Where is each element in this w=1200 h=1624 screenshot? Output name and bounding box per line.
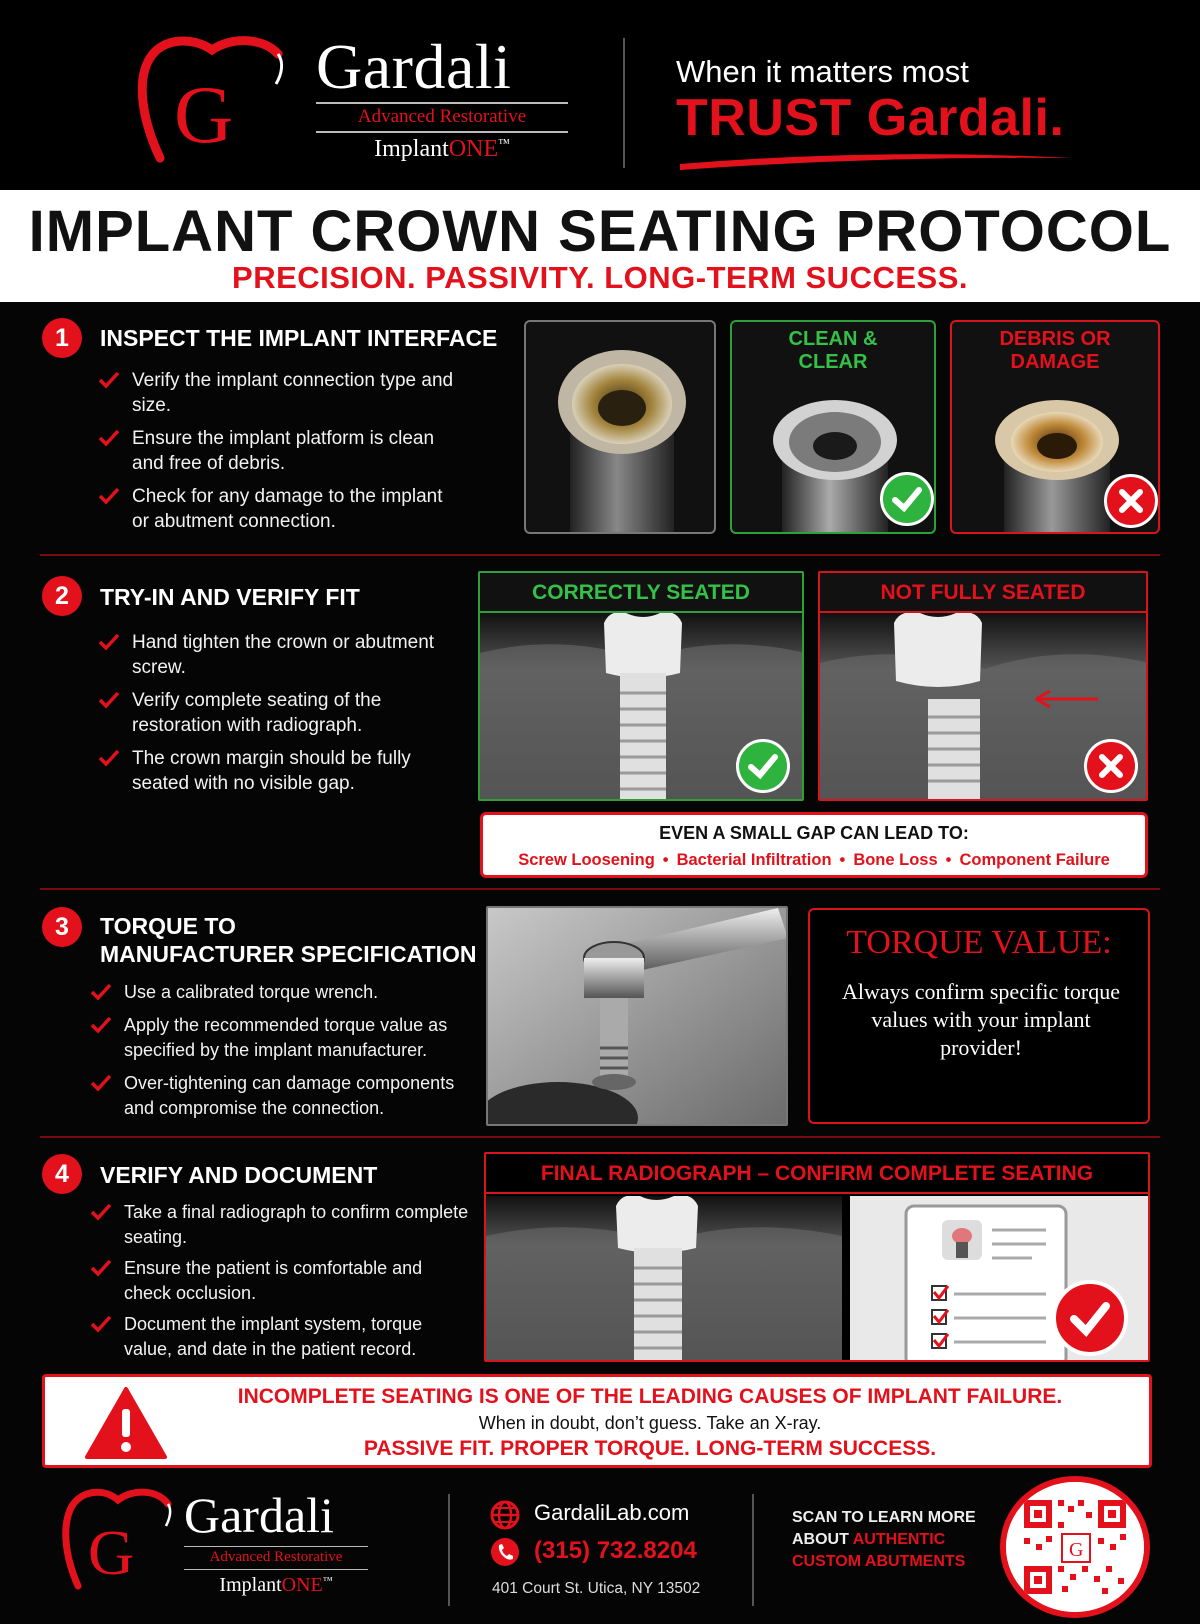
step-title: INSPECT THE IMPLANT INTERFACE [100,325,498,351]
section-divider [40,888,1160,890]
check-icon [98,748,120,768]
list-item: Use a calibrated torque wrench. [90,980,478,1005]
step-number: 2 [42,576,82,616]
implant-illustration [526,322,716,534]
final-radiograph-label: FINAL RADIOGRAPH – CONFIRM COMPLETE SEATING [486,1154,1148,1194]
xray-illustration [486,1196,842,1362]
list-item: Apply the recommended torque value as specified by the implant manufacturer. [90,1013,478,1063]
list-item: The crown margin should be fully seated with no visible gap. [98,746,458,796]
scan-prompt: SCAN TO LEARN MORE ABOUT AUTHENTIC CUSTOM ABUTMENTS [792,1509,976,1570]
tagline-line1: When it matters most [676,54,969,89]
incorrect-label: NOT FULLY SEATED [820,573,1146,613]
phone-link[interactable]: (315) 732.8204 [534,1537,697,1564]
step-title: VERIFY AND DOCUMENT [100,1162,378,1188]
check-icon [883,475,931,523]
warning-advice: When in doubt, don’t guess. Take an X-ray. [478,1413,822,1433]
torque-wrench-photo [486,906,788,1126]
tooth-logo-icon [58,1484,176,1594]
check-icon [90,1258,112,1278]
check-icon [90,1073,112,1093]
warning-headline: INCOMPLETE SEATING IS ONE OF THE LEADING CAUSES OF IMPLANT FAILURE. [237,1385,1063,1408]
torque-value-title: TORQUE VALUE: [846,924,1112,961]
torque-value-box [808,908,1150,1124]
torque-wrench-illustration [488,908,788,1126]
debris-label: DEBRIS OR DAMAGE [999,328,1111,373]
correct-label: CORRECTLY SEATED [480,573,802,613]
brand-name: Gardali [316,31,512,102]
tagline-line2: TRUST Gardali. [676,89,1065,147]
footer-brand-product: ImplantONE™ [219,1574,333,1596]
svg-text:G: G [88,1517,135,1588]
torque-value-note: Always confirm specific torque values with your implant provider! [842,979,1120,1060]
brand-rule [316,102,568,104]
step-checklist [90,1200,470,1368]
step-title: TRY-IN AND VERIFY FIT [100,584,360,610]
qr-code-pattern [1006,1482,1144,1612]
list-item: Verify the implant connection type and size. [98,368,458,418]
svg-text:G: G [174,69,234,160]
brand-product: ImplantONE™ [374,136,510,162]
check-icon [98,690,120,710]
list-item: Bone Loss [853,851,938,869]
list-item: Hand tighten the crown or abutment screw. [98,630,458,680]
implant-photo [524,320,716,534]
not-seated-xray [818,571,1148,801]
check-icon [98,428,120,448]
check-icon [90,1015,112,1035]
check-icon [90,1314,112,1334]
step-checklist [98,630,458,804]
final-radiograph-panel [484,1152,1150,1362]
patient-record-illustration [850,1196,1150,1362]
check-icon [98,370,120,390]
list-item: Screw Loosening [518,851,655,869]
footer-divider [752,1494,754,1606]
check-icon [98,632,120,652]
correctly-seated-xray [478,571,804,801]
gap-consequences: Screw Loosening • Bacterial Infiltration • Bone Loss • Component Failure [518,851,1110,869]
list-item: Ensure the implant platform is clean and free of debris. [98,426,458,476]
check-icon [1056,1284,1124,1352]
list-item: Component Failure [959,851,1110,869]
check-icon [739,742,787,790]
page-subtitle: PRECISION. PASSIVITY. LONG-TERM SUCCESS. [232,260,968,295]
svg-text:G: G [1069,1539,1084,1561]
tooth-logo-icon [132,30,292,170]
clean-implant-photo [730,320,936,534]
step-number: 3 [42,907,82,947]
phone-icon [490,1537,520,1567]
damaged-implant-photo [950,320,1160,534]
check-badge [880,472,934,526]
x-icon [1087,742,1135,790]
x-icon [1107,477,1155,525]
brand-subtitle: Advanced Restorative [357,106,527,127]
address: 401 Court St. Utica, NY 13502 [492,1580,701,1597]
brand-rule [316,131,568,133]
qr-code-icon[interactable] [1000,1476,1150,1618]
list-item: Check for any damage to the implant or abutment connection. [98,484,458,534]
list-item: Document the implant system, torque value, and date in the patient record. [90,1312,470,1362]
page-title: IMPLANT CROWN SEATING PROTOCOL [28,199,1172,264]
step-number: 4 [42,1154,82,1194]
check-icon [98,486,120,506]
step-checklist [90,980,478,1129]
swoosh-underline [676,150,1076,172]
warning-slogan: PASSIVE FIT. PROPER TORQUE. LONG-TERM SUCCESS. [363,1437,937,1460]
check-badge [1052,1280,1128,1356]
list-item: Bacterial Infiltration [676,851,832,869]
section-divider [40,554,1160,556]
gap-warning-box [480,812,1148,878]
globe-icon [490,1500,520,1530]
footer-brand-subtitle: Advanced Restorative [209,1549,343,1565]
x-badge [1104,474,1158,528]
failure-warning-box [42,1374,1152,1468]
website-link[interactable]: GardaliLab.com [534,1500,690,1525]
clean-label: CLEAN & CLEAR [788,328,878,373]
footer-brand-name: Gardali [184,1487,334,1543]
list-item: Ensure the patient is comfortable and check occlusion. [90,1256,470,1306]
section-divider [40,1136,1160,1138]
step-number: 1 [42,318,82,358]
step-checklist [98,368,458,542]
list-item: Verify complete seating of the restoration with radiograph. [98,688,458,738]
brand-rule [184,1546,368,1547]
check-icon [90,982,112,1002]
list-item: Take a final radiograph to confirm complete seating. [90,1200,470,1250]
step-title: TORQUE TO MANUFACTURER SPECIFICATION [100,913,477,967]
list-item: Over-tightening can damage components and compromise the connection. [90,1071,478,1121]
footer-divider [448,1494,450,1606]
check-badge [736,739,790,793]
check-icon [90,1202,112,1222]
header-divider [623,38,625,168]
x-badge [1084,739,1138,793]
brand-rule [184,1569,368,1570]
gap-warning-title: EVEN A SMALL GAP CAN LEAD TO: [659,823,969,843]
